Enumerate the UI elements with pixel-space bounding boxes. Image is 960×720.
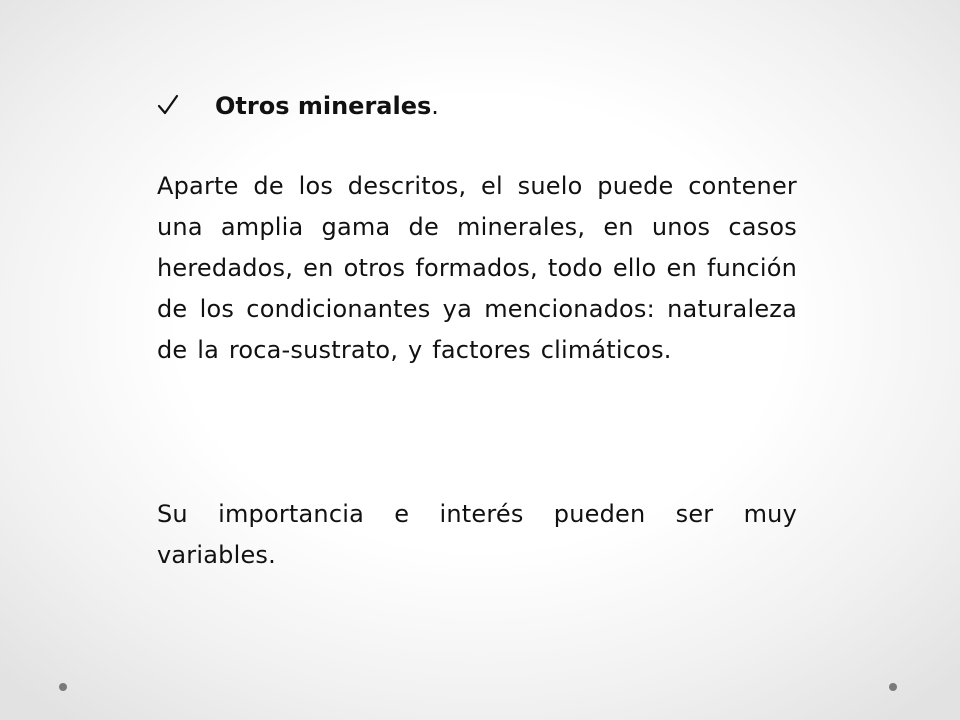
heading-row <box>155 86 805 126</box>
heading-punctuation: . <box>431 92 439 120</box>
paragraph-1: Aparte de los descritos, el suelo puede contener una amplia gama de minerales, en unos casos heredados, en otros formados, todo ello en función de los condicionantes ya mencionados: naturaleza de la roca-sustrato, y factores climáticos. <box>157 172 797 364</box>
left-dot-icon <box>59 683 67 691</box>
right-dot-icon <box>889 683 897 691</box>
paragraph-2: Su importancia e interés pueden ser muy variables. <box>157 500 797 569</box>
checkmark-icon <box>155 92 181 118</box>
heading-title: Otros minerales <box>215 92 432 120</box>
slide-heading <box>215 86 439 126</box>
